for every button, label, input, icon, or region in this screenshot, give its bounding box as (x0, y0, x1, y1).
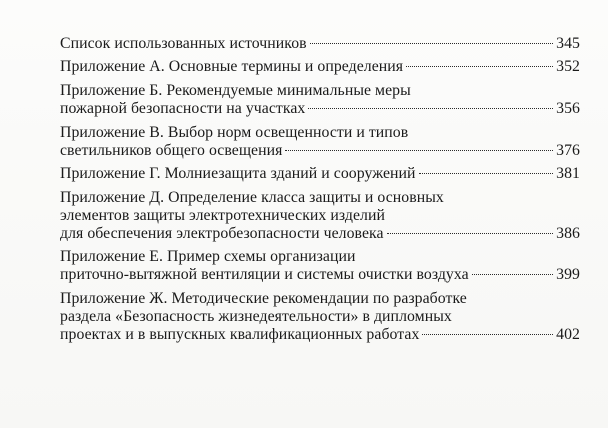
toc-entry-final-line (60, 58, 580, 76)
toc-entry-title: проектах и в выпускных квалификационных работах (60, 326, 420, 344)
toc-entry-final-line (60, 165, 580, 183)
dot-leader (406, 66, 553, 67)
toc-entry-title-line: элементов защиты электротехнических изделий (60, 206, 385, 224)
dot-leader (285, 150, 553, 151)
toc-entry-appendix-g (60, 165, 580, 183)
toc-entry-appendix-e (60, 248, 580, 284)
toc-entry-final-line (60, 326, 580, 344)
toc-entry-title: Приложение А. Основные термины и определения (60, 58, 404, 76)
toc-entry-title: Приложение Г. Молниезащита зданий и сооружений (60, 165, 416, 183)
toc-page-number: 381 (556, 165, 580, 183)
toc-entry-final-line (60, 100, 580, 118)
toc-entry-title: для обеспечения электробезопасности человека (60, 224, 384, 242)
toc-page-number: 352 (556, 58, 580, 76)
toc-entry-title: светильников общего освещения (60, 141, 283, 159)
toc-page-number: 356 (556, 100, 580, 118)
toc-entry-title-line: Приложение Б. Рекомендуемые минимальные меры (60, 81, 411, 99)
toc-entry-final-line (60, 142, 580, 160)
dot-leader (310, 43, 553, 44)
toc-entry-title: пожарной безопасности на участках (60, 100, 306, 118)
toc-entry-appendix-zh (60, 290, 580, 344)
toc-entry-title: Список использованных источников (60, 35, 307, 52)
toc-entry-title-line: Приложение Д. Определение класса защиты и основных (60, 188, 444, 206)
toc-page-number: 345 (556, 35, 580, 52)
toc-entry-title-line: раздела «Безопасность жизнедеятельности» в дипломных (60, 307, 452, 325)
table-of-contents (60, 35, 580, 350)
dot-leader (422, 334, 553, 335)
toc-entry-title-line: Приложение В. Выбор норм освещенности и типов (60, 123, 409, 141)
dot-leader (308, 108, 553, 109)
toc-entry-sources (60, 35, 580, 53)
dot-leader (387, 233, 554, 234)
toc-entry-final-line (60, 266, 580, 284)
dot-leader (472, 274, 553, 275)
toc-entry-final-line (60, 225, 580, 243)
toc-page-number: 402 (556, 326, 580, 344)
toc-page-number: 386 (556, 224, 580, 242)
dot-leader (419, 173, 554, 174)
toc-entry-appendix-d (60, 189, 580, 243)
toc-entry-title-line: Приложение Ж. Методические рекомендации по разработке (60, 289, 467, 307)
toc-entry-title-line: Приложение Е. Пример схемы организации (60, 248, 356, 266)
toc-entry-appendix-v (60, 124, 580, 160)
toc-page-number: 399 (556, 266, 580, 284)
toc-page-number: 376 (556, 141, 580, 159)
toc-entry-appendix-a (60, 58, 580, 76)
toc-entry-final-line (60, 35, 580, 53)
toc-entry-appendix-b (60, 82, 580, 118)
toc-entry-title: приточно-вытяжной вентиляции и системы очистки воздуха (60, 266, 469, 284)
